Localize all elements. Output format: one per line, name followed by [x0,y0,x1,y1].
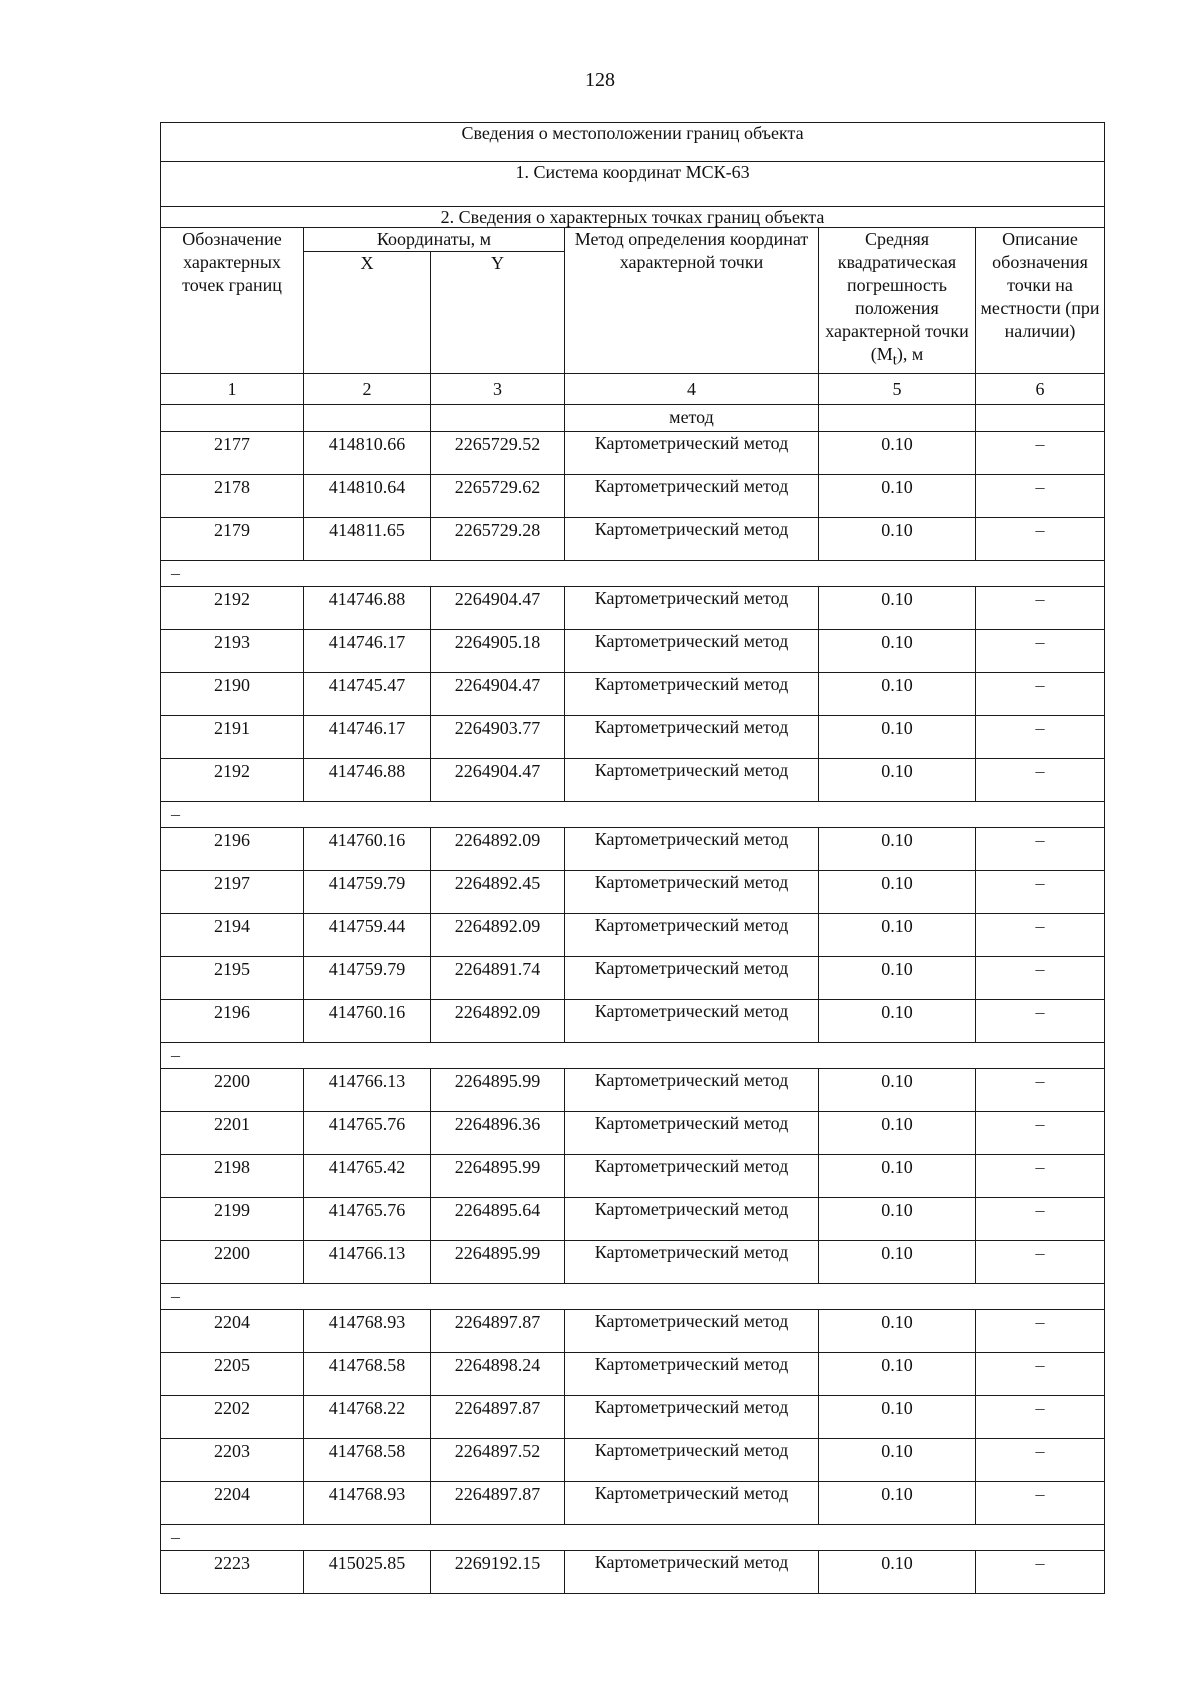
x-coordinate-cell: 414768.93 [304,1481,431,1524]
y-coordinate-cell: 2264896.36 [431,1111,565,1154]
point-number-cell: 2205 [161,1352,304,1395]
y-coordinate-cell: 2264895.99 [431,1068,565,1111]
column-number: 1 [161,373,304,404]
x-coordinate-cell: 414768.93 [304,1309,431,1352]
point-number-cell: 2196 [161,827,304,870]
y-coordinate-cell: 2264895.99 [431,1154,565,1197]
mean-error-cell: 0.10 [819,1481,976,1524]
method-cell: Картометрический метод [565,715,819,758]
point-number-cell: 2200 [161,1240,304,1283]
table-row [161,1309,1105,1352]
mean-error-cell: 0.10 [819,517,976,560]
description-cell: – [976,629,1105,672]
point-number-cell: 2201 [161,1111,304,1154]
point-number-cell: 2197 [161,870,304,913]
empty-cell [161,404,304,431]
table-row [161,672,1105,715]
continuation-row [161,404,1105,431]
table-row [161,827,1105,870]
x-coordinate-cell: 414766.13 [304,1068,431,1111]
table-row [161,586,1105,629]
method-cell: Картометрический метод [565,1352,819,1395]
mean-error-cell: 0.10 [819,586,976,629]
x-coordinate-cell: 414810.66 [304,431,431,474]
header-point-designation: Обозначение характерных точек границ [161,228,304,374]
y-coordinate-cell: 2264904.47 [431,586,565,629]
table-row [161,517,1105,560]
column-number: 5 [819,373,976,404]
table-row [161,1395,1105,1438]
header-description: Описание обозначения точки на местности (при наличии) [976,228,1105,374]
point-number-cell: 2199 [161,1197,304,1240]
description-cell: – [976,1154,1105,1197]
x-coordinate-cell: 414759.79 [304,870,431,913]
description-cell: – [976,474,1105,517]
mean-error-cell: 0.10 [819,715,976,758]
table-row [161,1197,1105,1240]
mean-error-cell: 0.10 [819,999,976,1042]
y-coordinate-cell: 2265729.62 [431,474,565,517]
method-cell: Картометрический метод [565,758,819,801]
header-mean-error [819,228,976,374]
table-row [161,956,1105,999]
mean-error-cell: 0.10 [819,1197,976,1240]
boundary-points-table [160,122,1105,1594]
contour-separator-row [161,801,1105,827]
y-coordinate-cell: 2264895.64 [431,1197,565,1240]
x-coordinate-cell: 414766.13 [304,1240,431,1283]
description-cell: – [976,1111,1105,1154]
point-number-cell: 2204 [161,1309,304,1352]
x-coordinate-cell: 415025.85 [304,1550,431,1593]
description-cell: – [976,1481,1105,1524]
method-cell: Картометрический метод [565,1068,819,1111]
x-coordinate-cell: 414759.79 [304,956,431,999]
mean-error-cell: 0.10 [819,1395,976,1438]
y-coordinate-cell: 2265729.52 [431,431,565,474]
point-number-cell: 2178 [161,474,304,517]
y-coordinate-cell: 2264892.09 [431,827,565,870]
contour-separator: – [161,1283,1105,1309]
method-cell: Картометрический метод [565,1309,819,1352]
method-cell: Картометрический метод [565,913,819,956]
y-coordinate-cell: 2265729.28 [431,517,565,560]
y-coordinate-cell: 2264897.87 [431,1309,565,1352]
point-number-cell: 2191 [161,715,304,758]
point-number-cell: 2196 [161,999,304,1042]
x-coordinate-cell: 414746.17 [304,629,431,672]
y-coordinate-cell: 2264903.77 [431,715,565,758]
x-coordinate-cell: 414745.47 [304,672,431,715]
mean-error-cell: 0.10 [819,758,976,801]
y-coordinate-cell: 2264891.74 [431,956,565,999]
mean-error-cell: 0.10 [819,870,976,913]
table-row [161,1111,1105,1154]
mean-error-cell: 0.10 [819,956,976,999]
description-cell: – [976,715,1105,758]
point-number-cell: 2202 [161,1395,304,1438]
description-cell: – [976,1068,1105,1111]
point-number-cell: 2193 [161,629,304,672]
contour-separator-row [161,1042,1105,1068]
point-number-cell: 2194 [161,913,304,956]
method-cell: Картометрический метод [565,1240,819,1283]
x-coordinate-cell: 414810.64 [304,474,431,517]
description-cell: – [976,913,1105,956]
point-number-cell: 2195 [161,956,304,999]
description-cell: – [976,956,1105,999]
table-row [161,870,1105,913]
method-cell: Картометрический метод [565,956,819,999]
y-coordinate-cell: 2264897.52 [431,1438,565,1481]
coordinate-system: 1. Система координат МСК-63 [161,162,1105,207]
column-number: 3 [431,373,565,404]
description-cell: – [976,999,1105,1042]
description-cell: – [976,758,1105,801]
header-x: X [304,252,431,373]
header-method: Метод определения координат характерной точки [565,228,819,374]
mean-error-cell: 0.10 [819,1240,976,1283]
x-coordinate-cell: 414765.76 [304,1197,431,1240]
header-mean-error-subscript: t [892,352,897,369]
empty-cell [819,404,976,431]
point-number-cell: 2177 [161,431,304,474]
header-y: Y [431,252,565,373]
table-row [161,1481,1105,1524]
method-cell: Картометрический метод [565,474,819,517]
x-coordinate-cell: 414768.58 [304,1438,431,1481]
contour-separator: – [161,801,1105,827]
y-coordinate-cell: 2264904.47 [431,672,565,715]
mean-error-cell: 0.10 [819,1068,976,1111]
description-cell: – [976,1550,1105,1593]
point-number-cell: 2192 [161,586,304,629]
y-coordinate-cell: 2264905.18 [431,629,565,672]
description-cell: – [976,870,1105,913]
method-cell: Картометрический метод [565,827,819,870]
method-cell: Картометрический метод [565,870,819,913]
contour-separator: – [161,1042,1105,1068]
table-row [161,913,1105,956]
y-coordinate-cell: 2269192.15 [431,1550,565,1593]
table-row [161,999,1105,1042]
description-cell: – [976,1395,1105,1438]
y-coordinate-cell: 2264895.99 [431,1240,565,1283]
description-cell: – [976,517,1105,560]
mean-error-cell: 0.10 [819,431,976,474]
y-coordinate-cell: 2264904.47 [431,758,565,801]
x-coordinate-cell: 414811.65 [304,517,431,560]
y-coordinate-cell: 2264892.09 [431,999,565,1042]
x-coordinate-cell: 414746.88 [304,758,431,801]
point-number-cell: 2204 [161,1481,304,1524]
point-number-cell: 2192 [161,758,304,801]
description-cell: – [976,827,1105,870]
x-coordinate-cell: 414746.17 [304,715,431,758]
description-cell: – [976,1309,1105,1352]
header-coordinates: Координаты, м [304,228,565,252]
x-coordinate-cell: 414765.76 [304,1111,431,1154]
mean-error-cell: 0.10 [819,474,976,517]
x-coordinate-cell: 414760.16 [304,827,431,870]
page-number: 128 [585,69,615,91]
method-cell: Картометрический метод [565,1550,819,1593]
point-number-cell: 2179 [161,517,304,560]
x-coordinate-cell: 414759.44 [304,913,431,956]
table-row [161,715,1105,758]
continuation-method: метод [565,404,819,431]
table-row [161,1438,1105,1481]
mean-error-cell: 0.10 [819,827,976,870]
x-coordinate-cell: 414768.58 [304,1352,431,1395]
point-number-cell: 2200 [161,1068,304,1111]
description-cell: – [976,1352,1105,1395]
method-cell: Картометрический метод [565,517,819,560]
mean-error-cell: 0.10 [819,1309,976,1352]
y-coordinate-cell: 2264898.24 [431,1352,565,1395]
table-row [161,629,1105,672]
method-cell: Картометрический метод [565,1154,819,1197]
mean-error-cell: 0.10 [819,1111,976,1154]
method-cell: Картометрический метод [565,1395,819,1438]
table-row [161,431,1105,474]
mean-error-cell: 0.10 [819,1550,976,1593]
method-cell: Картометрический метод [565,1481,819,1524]
point-number-cell: 2203 [161,1438,304,1481]
contour-separator-row [161,560,1105,586]
empty-cell [431,404,565,431]
method-cell: Картометрический метод [565,1438,819,1481]
mean-error-cell: 0.10 [819,672,976,715]
contour-separator-row [161,1524,1105,1550]
y-coordinate-cell: 2264892.45 [431,870,565,913]
table-row [161,1550,1105,1593]
table-row [161,1154,1105,1197]
method-cell: Картометрический метод [565,672,819,715]
method-cell: Картометрический метод [565,431,819,474]
y-coordinate-cell: 2264897.87 [431,1395,565,1438]
mean-error-cell: 0.10 [819,1154,976,1197]
point-number-cell: 2223 [161,1550,304,1593]
header-mean-error-unit: ), м [896,344,924,364]
mean-error-cell: 0.10 [819,629,976,672]
method-cell: Картометрический метод [565,1111,819,1154]
mean-error-cell: 0.10 [819,913,976,956]
table-row [161,1068,1105,1111]
contour-separator: – [161,1524,1105,1550]
table-row [161,1240,1105,1283]
x-coordinate-cell: 414760.16 [304,999,431,1042]
column-number-row [161,373,1105,404]
method-cell: Картометрический метод [565,586,819,629]
method-cell: Картометрический метод [565,999,819,1042]
header-mean-error-text: Средняя квадратическая погрешность положения характерной точки (M [825,229,969,364]
table-row [161,474,1105,517]
method-cell: Картометрический метод [565,1197,819,1240]
mean-error-cell: 0.10 [819,1438,976,1481]
description-cell: – [976,672,1105,715]
description-cell: – [976,431,1105,474]
contour-separator: – [161,560,1105,586]
x-coordinate-cell: 414746.88 [304,586,431,629]
point-number-cell: 2198 [161,1154,304,1197]
description-cell: – [976,1240,1105,1283]
column-number: 2 [304,373,431,404]
contour-separator-row [161,1283,1105,1309]
point-number-cell: 2190 [161,672,304,715]
x-coordinate-cell: 414765.42 [304,1154,431,1197]
y-coordinate-cell: 2264897.87 [431,1481,565,1524]
method-cell: Картометрический метод [565,629,819,672]
description-cell: – [976,1438,1105,1481]
empty-cell [304,404,431,431]
column-number: 6 [976,373,1105,404]
table-row [161,758,1105,801]
mean-error-cell: 0.10 [819,1352,976,1395]
table-row [161,1352,1105,1395]
description-cell: – [976,586,1105,629]
section-title: 2. Сведения о характерных точках границ объекта [161,207,1105,228]
empty-cell [976,404,1105,431]
description-cell: – [976,1197,1105,1240]
y-coordinate-cell: 2264892.09 [431,913,565,956]
table-title: Сведения о местоположении границ объекта [161,123,1105,162]
column-number: 4 [565,373,819,404]
x-coordinate-cell: 414768.22 [304,1395,431,1438]
